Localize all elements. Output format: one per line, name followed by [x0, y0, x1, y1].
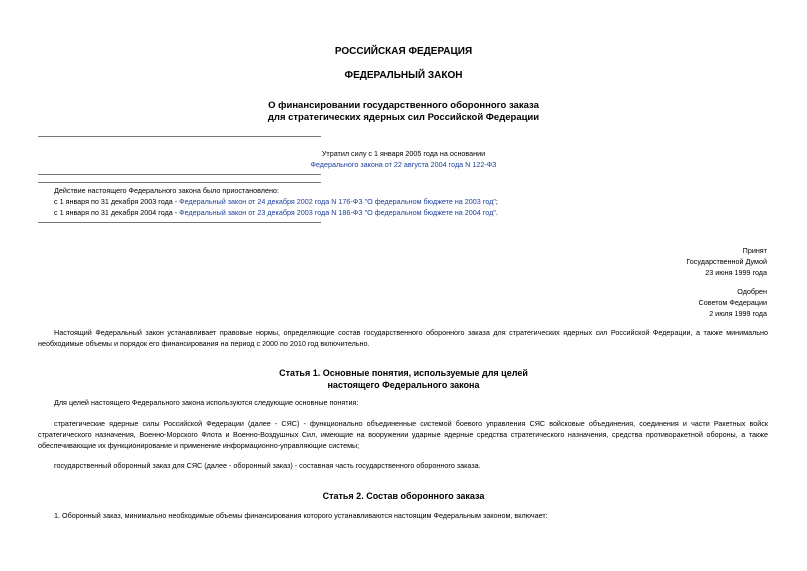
suspension-intro: Действие настоящего Федерального закона было приостановлено: [54, 186, 279, 195]
country-heading: РОССИЙСКАЯ ФЕДЕРАЦИЯ [334, 46, 473, 57]
accepted-by: Государственной Думой [686, 257, 767, 266]
punctuation: ; [495, 197, 498, 206]
divider [38, 182, 321, 183]
article1-intro: Для целей настоящего Федерального закона используются следующие основные понятия: [54, 398, 359, 407]
divider [38, 222, 321, 223]
law-type-heading: ФЕДЕРАЛЬНЫЙ ЗАКОН [344, 70, 463, 81]
budget-law-2003-link[interactable]: Федеральный закон от 24 декабря 2002 года N 176-ФЗ "О федеральном бюджете на 2003 год" [179, 197, 496, 206]
suspension-line-2003 [54, 196, 498, 207]
law-title-line1: О финансировании государственного оборонного заказа [268, 100, 539, 111]
article1-definition-order: государственный оборонный заказ для СЯС (далее - оборонный заказ) - составная часть государственного оборонного заказа. [54, 461, 481, 470]
divider [38, 136, 321, 137]
approved-label: Одобрен [737, 287, 767, 296]
punctuation: . [495, 208, 498, 217]
accepted-label: Принят [742, 246, 767, 255]
suspension-line-2004 [54, 207, 498, 218]
accepted-date: 23 июня 1999 года [705, 268, 767, 277]
law-title-line2: для стратегических ядерных сил Российской Федерации [267, 112, 540, 123]
article1-heading-line2: настоящего Федерального закона [327, 380, 480, 390]
suspension-period-2003: с 1 января по 31 декабря 2003 года - [54, 197, 180, 206]
approved-by: Советом Федерации [698, 298, 767, 307]
preamble-paragraph: Настоящий Федеральный закон устанавливает правовые нормы, определяющие состав государственного оборонного заказа для стратегических ядерных сил Российской Федерации, а также минимально необходимые объемы и порядок его финансирования на период с 2000 по 2010 год включительно. [38, 328, 768, 348]
divider [38, 174, 321, 175]
article1-heading-line1: Статья 1. Основные понятия, используемые для целей [279, 368, 528, 378]
lost-force-note: Утратил силу с 1 января 2005 года на основании [321, 149, 486, 158]
suspension-period-2004: с 1 января по 31 декабря 2004 года - [54, 208, 180, 217]
lost-force-link[interactable]: Федерального закона от 22 августа 2004 года N 122-ФЗ [310, 160, 497, 169]
article2-item1: 1. Оборонный заказ, минимально необходимые объемы финансирования которого устанавливаются настоящим Федеральным законом, включает: [54, 511, 548, 520]
approved-date: 2 июля 1999 года [709, 309, 767, 318]
budget-law-2004-link[interactable]: Федеральный закон от 23 декабря 2003 года N 186-ФЗ "О федеральном бюджете на 2004 год" [179, 208, 496, 217]
article2-heading: Статья 2. Состав оборонного заказа [322, 491, 485, 501]
article1-definition-sns: стратегические ядерные силы Российской Федерации (далее - СЯС) - функционально объединенные системой боевого управления СЯС войсковые объединения, соединения и части Ракетных войск стратегического назначения, Военно-Морского Флота и Военно-Воздушных Сил, имеющие на вооружении ударные ядерные средства стратегического назначения, средства противоракетной обороны, а также обеспечивающие их функционирование и применение информационно-управляющие системы; [38, 419, 768, 450]
